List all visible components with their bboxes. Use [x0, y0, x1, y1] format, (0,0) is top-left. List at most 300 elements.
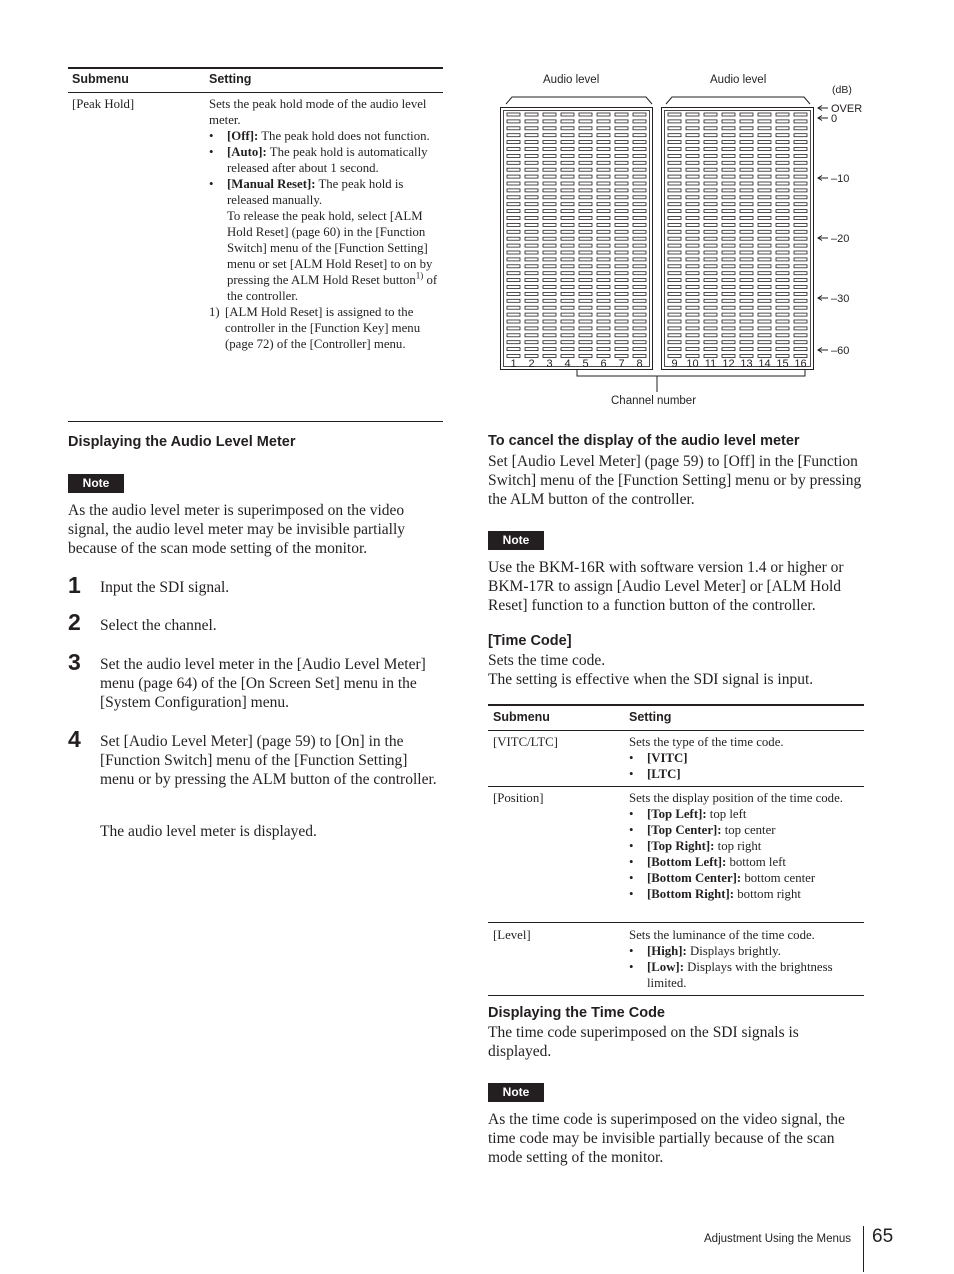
meter-segment: [579, 258, 592, 261]
meter-segment: [686, 258, 699, 261]
meter-segment: [633, 196, 646, 199]
channel-label: 4: [564, 358, 571, 370]
meter-segment: [525, 348, 538, 351]
meter-segment: [597, 189, 610, 192]
meter-segment: [740, 265, 753, 268]
meter-segment: [776, 175, 789, 178]
meter-segment: [776, 258, 789, 261]
meter-segment: [525, 299, 538, 302]
meter-segment: [758, 189, 771, 192]
meter-segment: [543, 313, 556, 316]
meter-segment: [561, 203, 574, 206]
meter-segment: [579, 334, 592, 337]
table2-submenu-position: [Position]: [493, 791, 544, 805]
meter-segment: [668, 341, 681, 344]
meter-segment: [740, 141, 753, 144]
meter-segment: [758, 127, 771, 130]
step-number: 3: [68, 649, 81, 675]
meter-segment: [722, 134, 735, 137]
meter-segment: [543, 292, 556, 295]
meter-segment: [722, 223, 735, 226]
meter-segment: [686, 141, 699, 144]
meter-segment: [525, 203, 538, 206]
meter-segment: [758, 306, 771, 309]
meter-segment: [668, 154, 681, 157]
meter-segment: [633, 203, 646, 206]
meter-segment: [722, 113, 735, 116]
meter-segment: [794, 244, 807, 247]
meter-segment: [740, 292, 753, 295]
meter-segment: [794, 327, 807, 330]
meter-segment: [740, 313, 753, 316]
meter-segment: [543, 203, 556, 206]
meter-segment: [561, 299, 574, 302]
meter-segment: [561, 334, 574, 337]
channel-label: 7: [618, 358, 625, 370]
meter-segment: [758, 161, 771, 164]
meter-segment: [597, 306, 610, 309]
meter-segment: [579, 141, 592, 144]
meter-segment: [776, 189, 789, 192]
meter-segment: [561, 286, 574, 289]
meter-segment: [597, 292, 610, 295]
meter-segment: [615, 286, 628, 289]
meter-segment: [740, 223, 753, 226]
meter-segment: [615, 334, 628, 337]
meter-segment: [722, 306, 735, 309]
meter-segment: [597, 230, 610, 233]
meter-segment: [704, 313, 717, 316]
meter-segment: [525, 148, 538, 151]
meter-segment: [525, 327, 538, 330]
channel-label: 8: [636, 358, 643, 370]
meter-segment: [668, 217, 681, 220]
meter-segment: [722, 230, 735, 233]
meter-segment: [543, 154, 556, 157]
meter-segment: [597, 210, 610, 213]
channel-label: 6: [600, 358, 607, 370]
meter-segment: [704, 272, 717, 275]
meter-segment: [722, 286, 735, 289]
meter-segment: [704, 120, 717, 123]
meter-segment: [597, 251, 610, 254]
meter-segment: [704, 306, 717, 309]
meter-segment: [507, 141, 520, 144]
meter-segment: [633, 223, 646, 226]
meter-segment: [507, 306, 520, 309]
meter-segment: [633, 230, 646, 233]
meter-segment: [776, 341, 789, 344]
meter-segment: [668, 161, 681, 164]
meter-segment: [704, 258, 717, 261]
list-item: • [Top Left]: top left: [629, 806, 861, 822]
meter-segment: [704, 244, 717, 247]
meter-segment: [597, 334, 610, 337]
meter-segment: [668, 196, 681, 199]
meter-segment: [722, 210, 735, 213]
table2-bottom-rule: [488, 995, 864, 996]
meter-segment: [579, 341, 592, 344]
meter-segment: [507, 120, 520, 123]
meter-segment: [561, 341, 574, 344]
meter-segment: [668, 272, 681, 275]
meter-segment: [794, 223, 807, 226]
meter-segment: [758, 327, 771, 330]
meter-segment: [561, 258, 574, 261]
list-item: • [Manual Reset]: The peak hold is released manually. To release the peak hold, select [ALM Hold Reset] (page 60) in the [Function Switch] menu of the [Function Setting] menu or set [ALM Hold Reset] to on by pressing the ALM Hold Reset button$^{1)}$ of the controller.: [209, 176, 441, 304]
meter-segment: [507, 148, 520, 151]
meter-segment: [633, 154, 646, 157]
meter-segment: [722, 175, 735, 178]
meter-segment: [561, 120, 574, 123]
meter-segment: [686, 189, 699, 192]
meter-segment: [704, 286, 717, 289]
meter-segment: [615, 279, 628, 282]
meter-segment: [686, 237, 699, 240]
meter-segment: [704, 223, 717, 226]
meter-segment: [686, 251, 699, 254]
channel-label: 9: [671, 358, 678, 370]
meter-segment: [543, 217, 556, 220]
meter-segment: [686, 196, 699, 199]
meter-segment: [525, 244, 538, 247]
meter-segment: [758, 292, 771, 295]
meter-segment: [561, 265, 574, 268]
meter-segment: [686, 265, 699, 268]
meter-segment: [722, 127, 735, 130]
meter-segment: [722, 182, 735, 185]
meter-segment: [633, 161, 646, 164]
table1-header-setting: Setting: [209, 72, 252, 86]
meter-segment: [543, 348, 556, 351]
note-badge: Note: [68, 474, 124, 493]
meter-segment: [525, 292, 538, 295]
meter-segment: [668, 279, 681, 282]
meter-segment: [615, 120, 628, 123]
meter-segment: [561, 348, 574, 351]
meter-segment: [561, 134, 574, 137]
meter-segment: [633, 210, 646, 213]
audio-meter-heading: Displaying the Audio Level Meter: [68, 434, 296, 450]
manual-reset-extra: To release the peak hold, select [ALM Hold Reset] (page 60) in the [Function Switch] menu of the [Function Setting] menu or set [ALM Hold Reset] to on by pressing the ALM Hold Reset button$^{1)}$ of the controller.: [227, 209, 438, 303]
meter-segment: [615, 244, 628, 247]
meter-segment: [776, 196, 789, 199]
meter-segment: [740, 196, 753, 199]
meter-segment: [597, 279, 610, 282]
meter-segment: [561, 306, 574, 309]
meter-segment: [597, 265, 610, 268]
meter-segment: [615, 175, 628, 178]
meter-segment: [794, 217, 807, 220]
meter-segment: [776, 141, 789, 144]
step-number: 2: [68, 609, 81, 635]
meter-segment: [704, 334, 717, 337]
meter-segment: [597, 168, 610, 171]
meter-segment: [579, 154, 592, 157]
meter-segment: [543, 134, 556, 137]
meter-segment: [704, 210, 717, 213]
display-time-code-text: The time code superimposed on the SDI signals is displayed.: [488, 1024, 799, 1060]
meter-segment: [794, 306, 807, 309]
meter-segment: [704, 251, 717, 254]
table2-header-setting: Setting: [629, 710, 672, 724]
meter-segment: [525, 196, 538, 199]
footer-divider: [863, 1226, 864, 1272]
meter-segment: [633, 175, 646, 178]
meter-segment: [722, 265, 735, 268]
meter-segment: [758, 313, 771, 316]
meter-segment: [776, 327, 789, 330]
time-code-heading: [Time Code]: [488, 633, 572, 649]
meter-segment: [615, 161, 628, 164]
meter-segment: [579, 244, 592, 247]
meter-segment: [507, 196, 520, 199]
table1-submenu-peak-hold: [Peak Hold]: [72, 97, 135, 111]
meter-segment: [740, 299, 753, 302]
meter-segment: [758, 286, 771, 289]
meter-segment: [794, 258, 807, 261]
meter-segment: [579, 113, 592, 116]
meter-segment: [561, 313, 574, 316]
meter-segment: [758, 244, 771, 247]
meter-segment: [543, 258, 556, 261]
meter-segment: [525, 320, 538, 323]
meter-segment: [668, 127, 681, 130]
scale-label: –60: [831, 345, 850, 357]
meter-segment: [633, 272, 646, 275]
meter-segment: [668, 320, 681, 323]
audio-level-label-left: Audio level: [543, 74, 600, 86]
meter-segment: [633, 120, 646, 123]
meter-segment: [561, 320, 574, 323]
meter-segment: [507, 320, 520, 323]
meter-segment: [758, 175, 771, 178]
meter-segment: [668, 306, 681, 309]
bracket-right: [666, 97, 810, 104]
meter-segment: [597, 272, 610, 275]
meter-segment: [740, 127, 753, 130]
meter-segment: [579, 203, 592, 206]
meter-segment: [794, 265, 807, 268]
meter-segment: [740, 334, 753, 337]
meter-segment: [704, 175, 717, 178]
meter-segment: [579, 148, 592, 151]
meter-segment: [507, 292, 520, 295]
table2-submenu-vitc-ltc: [VITC/LTC]: [493, 735, 558, 749]
meter-segment: [776, 286, 789, 289]
meter-segment: [525, 127, 538, 130]
meter-segment: [722, 313, 735, 316]
meter-segment: [668, 134, 681, 137]
meter-segment: [794, 141, 807, 144]
meter-segment: [579, 299, 592, 302]
meter-segment: [758, 203, 771, 206]
meter-segment: [686, 148, 699, 151]
meter-segment: [668, 327, 681, 330]
meter-segment: [525, 154, 538, 157]
meter-segment: [543, 223, 556, 226]
meter-segment: [615, 306, 628, 309]
meter-segment: [633, 237, 646, 240]
meter-segment: [633, 244, 646, 247]
meter-segment: [525, 189, 538, 192]
meter-segment: [794, 182, 807, 185]
meter-segment: [776, 203, 789, 206]
meter-segment: [776, 127, 789, 130]
meter-segment: [615, 237, 628, 240]
meter-segment: [633, 265, 646, 268]
meter-segment: [668, 141, 681, 144]
meter-segment: [794, 313, 807, 316]
meter-segment: [507, 286, 520, 289]
meter-segment: [722, 196, 735, 199]
meter-segment: [668, 265, 681, 268]
meter-segment: [597, 196, 610, 199]
meter-segment: [579, 175, 592, 178]
meter-segment: [615, 327, 628, 330]
meter-segment: [543, 161, 556, 164]
meter-segment: [597, 258, 610, 261]
meter-segment: [507, 258, 520, 261]
meter-segment: [686, 244, 699, 247]
meter-segment: [758, 341, 771, 344]
meter-segment: [776, 223, 789, 226]
meter-segment: [543, 299, 556, 302]
meter-segment: [543, 210, 556, 213]
meter-segment: [686, 306, 699, 309]
meter-segment: [722, 120, 735, 123]
meter-segment: [722, 251, 735, 254]
meter-segment: [597, 148, 610, 151]
meter-segment: [579, 127, 592, 130]
meter-segment: [794, 113, 807, 116]
meter-segment: [704, 154, 717, 157]
list-item: • [High]: Displays brightly.: [629, 943, 861, 959]
meter-segment: [615, 348, 628, 351]
meter-segment: [776, 265, 789, 268]
meter-segment: [579, 279, 592, 282]
meter-segment: [561, 189, 574, 192]
meter-segment: [561, 223, 574, 226]
meter-segment: [579, 251, 592, 254]
meter-segment: [668, 251, 681, 254]
meter-segment: [633, 327, 646, 330]
table2-row-rule: [488, 786, 864, 787]
meter-segment: [561, 148, 574, 151]
meter-segment: [579, 134, 592, 137]
meter-segment: [740, 217, 753, 220]
meter-segment: [561, 182, 574, 185]
meter-segment: [686, 182, 699, 185]
meter-segment: [597, 313, 610, 316]
meter-segment: [525, 251, 538, 254]
meter-segment: [668, 189, 681, 192]
meter-segment: [668, 210, 681, 213]
meter-segment: [579, 168, 592, 171]
meter-segment: [722, 348, 735, 351]
channel-number-label: Channel number: [611, 395, 697, 407]
meter-segment: [740, 272, 753, 275]
meter-segment: [633, 258, 646, 261]
meter-segment: [758, 299, 771, 302]
meter-segment: [722, 161, 735, 164]
meter-segment: [543, 120, 556, 123]
meter-segment: [633, 134, 646, 137]
meter-segment: [597, 154, 610, 157]
meter-segment: [615, 313, 628, 316]
meter-segment: [525, 341, 538, 344]
meter-segment: [776, 210, 789, 213]
meter-segment: [579, 161, 592, 164]
meter-segment: [794, 168, 807, 171]
meter-segment: [758, 258, 771, 261]
meter-segment: [561, 279, 574, 282]
meter-segment: [579, 182, 592, 185]
meter-segment: [561, 210, 574, 213]
meter-segment: [740, 175, 753, 178]
channel-label: 16: [794, 358, 807, 370]
meter-segment: [668, 244, 681, 247]
meter-segment: [579, 120, 592, 123]
meter-segment: [633, 286, 646, 289]
meter-segment: [597, 217, 610, 220]
meter-segment: [740, 348, 753, 351]
meter-segment: [543, 230, 556, 233]
meter-segment: [525, 237, 538, 240]
step-text: Set [Audio Level Meter] (page 59) to [On] in the [Function Switch] menu of the [Function Setting] menu or by pressing the ALM button of the controller.: [100, 733, 437, 788]
list-item: • [Off]: The peak hold does not function.: [209, 128, 441, 144]
meter-segment: [525, 279, 538, 282]
meter-segment: [686, 120, 699, 123]
meter-segment: [668, 258, 681, 261]
meter-segment: [668, 148, 681, 151]
meter-segment: [794, 272, 807, 275]
meter-segment: [633, 217, 646, 220]
meter-segment: [686, 210, 699, 213]
meter-segment: [543, 127, 556, 130]
meter-segment: [633, 313, 646, 316]
meter-segment: [704, 341, 717, 344]
meter-segment: [776, 292, 789, 295]
meter-segment: [740, 341, 753, 344]
meter-segment: [597, 203, 610, 206]
list-item: • [Top Right]: top right: [629, 838, 861, 854]
meter-segment: [579, 348, 592, 351]
meter-segment: [740, 148, 753, 151]
meter-segment: [561, 161, 574, 164]
meter-segment: [561, 272, 574, 275]
meter-segment: [722, 272, 735, 275]
meter-segment: [794, 292, 807, 295]
meter-segment: [704, 182, 717, 185]
meter-segment: [615, 251, 628, 254]
meter-segment: [615, 217, 628, 220]
page-number: 65: [872, 1226, 894, 1247]
meter-segment: [633, 292, 646, 295]
meter-segment: [722, 189, 735, 192]
meter-segment: [633, 341, 646, 344]
meter-segment: [633, 320, 646, 323]
meter-segment: [543, 320, 556, 323]
meter-segment: [722, 203, 735, 206]
list-item: • [Top Center]: top center: [629, 822, 861, 838]
meter-segment: [740, 134, 753, 137]
meter-segment: [794, 148, 807, 151]
meter-segment: [543, 341, 556, 344]
meter-segment: [507, 134, 520, 137]
table1-header-submenu: Submenu: [72, 72, 129, 86]
meter-segment: [722, 148, 735, 151]
